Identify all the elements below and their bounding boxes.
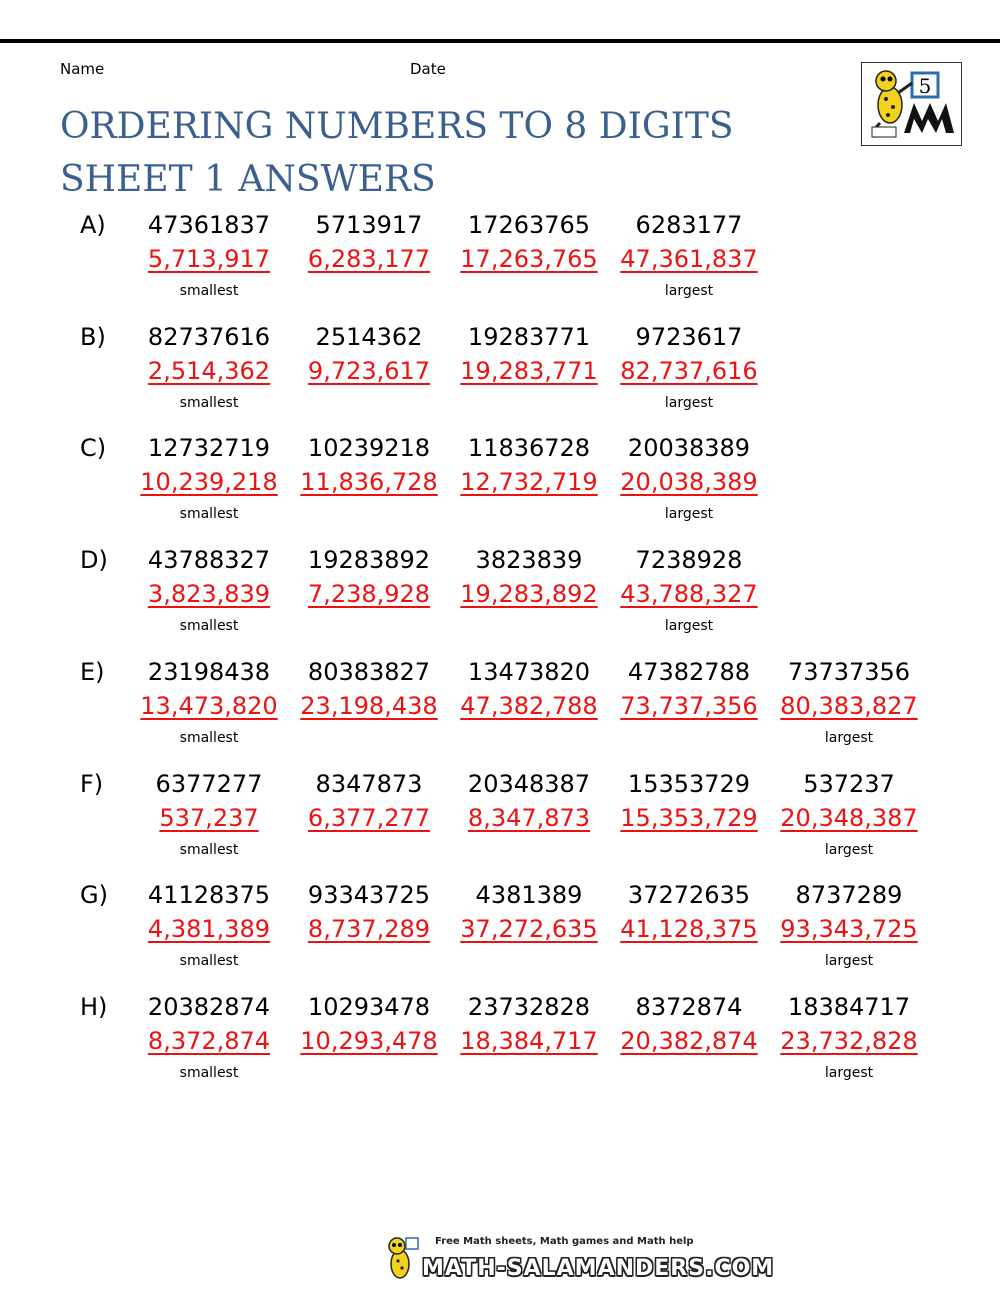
answer-number: 12,732,719 <box>460 468 598 497</box>
answer-number: 82,737,616 <box>620 356 758 385</box>
footer-brand: MATH-SALAMANDERS.COM <box>422 1256 775 1281</box>
given-number: 23198438 <box>147 657 271 686</box>
smallest-label: smallest <box>179 506 239 523</box>
answer-number: 4,381,389 <box>147 915 271 944</box>
page-title: ORDERING NUMBERS TO 8 DIGITS SHEET 1 ANSWERS <box>60 106 734 200</box>
answer-number: 23,732,828 <box>780 1026 918 1055</box>
question-row <box>0 210 1000 318</box>
answer-number: 20,038,389 <box>620 468 758 497</box>
answer-number: 41,128,375 <box>620 915 758 944</box>
largest-label: largest <box>664 394 714 411</box>
smallest-label: smallest <box>179 729 239 746</box>
question-row <box>0 880 1000 988</box>
given-number: 19283892 <box>307 546 431 575</box>
logo-number: 5 <box>918 74 932 98</box>
answer-number: 93,343,725 <box>780 915 918 944</box>
smallest-label: smallest <box>179 394 239 411</box>
given-number: 19283771 <box>467 322 591 351</box>
answer-number: 6,283,177 <box>307 245 431 273</box>
given-number: 13473820 <box>467 657 591 686</box>
question-label: A) <box>80 211 106 239</box>
largest-label: largest <box>824 729 874 746</box>
question-label: C) <box>80 434 107 463</box>
answer-number: 23,198,438 <box>300 691 438 720</box>
given-number: 23732828 <box>467 992 591 1021</box>
given-number: 47361837 <box>147 211 271 239</box>
answer-number: 13,473,820 <box>140 691 278 720</box>
given-number: 8347873 <box>315 769 423 798</box>
given-number: 6283177 <box>635 211 743 239</box>
largest-label: largest <box>664 618 714 635</box>
given-number: 82737616 <box>147 322 271 351</box>
given-number: 73737356 <box>787 657 911 686</box>
largest-label: largest <box>824 953 874 970</box>
given-number: 41128375 <box>147 881 271 910</box>
footer-logo <box>380 1232 775 1284</box>
given-number: 80383827 <box>307 657 431 686</box>
answer-number: 5,713,917 <box>147 245 271 273</box>
answer-number: 10,239,218 <box>140 468 278 497</box>
smallest-label: smallest <box>179 1064 239 1081</box>
given-number: 10239218 <box>307 434 431 463</box>
answer-number: 7,238,928 <box>307 580 431 609</box>
answer-number: 8,737,289 <box>307 915 431 944</box>
given-number: 20038389 <box>627 434 751 463</box>
given-number: 2514362 <box>315 322 423 351</box>
given-number: 5713917 <box>315 211 423 239</box>
question-label: H) <box>80 992 108 1021</box>
answer-number: 15,353,729 <box>620 803 758 832</box>
answer-number: 10,293,478 <box>300 1026 438 1055</box>
answer-number: 18,384,717 <box>460 1026 598 1055</box>
given-number: 20382874 <box>147 992 271 1021</box>
given-number: 11836728 <box>467 434 591 463</box>
given-number: 6377277 <box>155 769 263 798</box>
answer-number: 19,283,892 <box>460 580 598 609</box>
answer-number: 20,382,874 <box>620 1026 758 1055</box>
given-number: 47382788 <box>627 657 751 686</box>
answer-number: 11,836,728 <box>300 468 438 497</box>
answer-number: 17,263,765 <box>460 245 598 273</box>
date-label: Date <box>410 60 446 78</box>
answer-number: 2,514,362 <box>147 356 271 385</box>
given-number: 4381389 <box>475 881 583 910</box>
given-number: 93343725 <box>307 881 431 910</box>
smallest-label: smallest <box>179 841 239 858</box>
answer-number: 80,383,827 <box>780 691 918 720</box>
question-label: D) <box>80 546 108 575</box>
given-number: 537237 <box>803 769 895 798</box>
answer-number: 537,237 <box>159 803 259 832</box>
answer-number: 37,272,635 <box>460 915 598 944</box>
top-rule <box>0 39 1000 43</box>
given-number: 10293478 <box>307 992 431 1021</box>
name-label: Name <box>60 60 105 78</box>
question-row <box>0 657 1000 765</box>
answer-number: 73,737,356 <box>620 691 758 720</box>
given-number: 15353729 <box>627 769 751 798</box>
footer-tagline: Free Math sheets, Math games and Math help <box>435 1236 694 1247</box>
question-label: F) <box>80 769 104 798</box>
answer-number: 43,788,327 <box>620 580 758 609</box>
answer-number: 9,723,617 <box>307 356 431 385</box>
given-number: 12732719 <box>147 434 271 463</box>
answer-number: 8,372,874 <box>147 1026 271 1055</box>
answer-number: 47,361,837 <box>620 245 758 273</box>
answer-number: 19,283,771 <box>460 356 598 385</box>
given-number: 8372874 <box>635 992 743 1021</box>
question-row <box>0 545 1000 653</box>
question-row <box>0 433 1000 541</box>
given-number: 17263765 <box>467 211 591 239</box>
given-number: 9723617 <box>635 322 743 351</box>
given-number: 3823839 <box>475 546 583 575</box>
given-number: 7238928 <box>635 546 743 575</box>
smallest-label: smallest <box>179 953 239 970</box>
question-row <box>0 992 1000 1100</box>
question-row <box>0 769 1000 877</box>
salamander-logo-icon <box>862 63 960 144</box>
salamander-logo <box>861 62 962 146</box>
answer-number: 6,377,277 <box>307 803 431 832</box>
largest-label: largest <box>824 841 874 858</box>
largest-label: largest <box>824 1064 874 1081</box>
question-label: G) <box>80 881 108 910</box>
given-number: 37272635 <box>627 881 751 910</box>
salamander-footer-icon <box>380 1234 420 1282</box>
largest-label: largest <box>664 506 714 523</box>
given-number: 8737289 <box>795 881 903 910</box>
answer-number: 47,382,788 <box>460 691 598 720</box>
answer-number: 20,348,387 <box>780 803 918 832</box>
question-row <box>0 322 1000 430</box>
question-label: E) <box>80 657 105 686</box>
largest-label: largest <box>664 283 714 299</box>
smallest-label: smallest <box>179 618 239 635</box>
smallest-label: smallest <box>179 283 239 299</box>
given-number: 20348387 <box>467 769 591 798</box>
answer-number: 8,347,873 <box>467 803 591 832</box>
given-number: 43788327 <box>147 546 271 575</box>
given-number: 18384717 <box>787 992 911 1021</box>
answer-number: 3,823,839 <box>147 580 271 609</box>
question-label: B) <box>80 322 106 351</box>
